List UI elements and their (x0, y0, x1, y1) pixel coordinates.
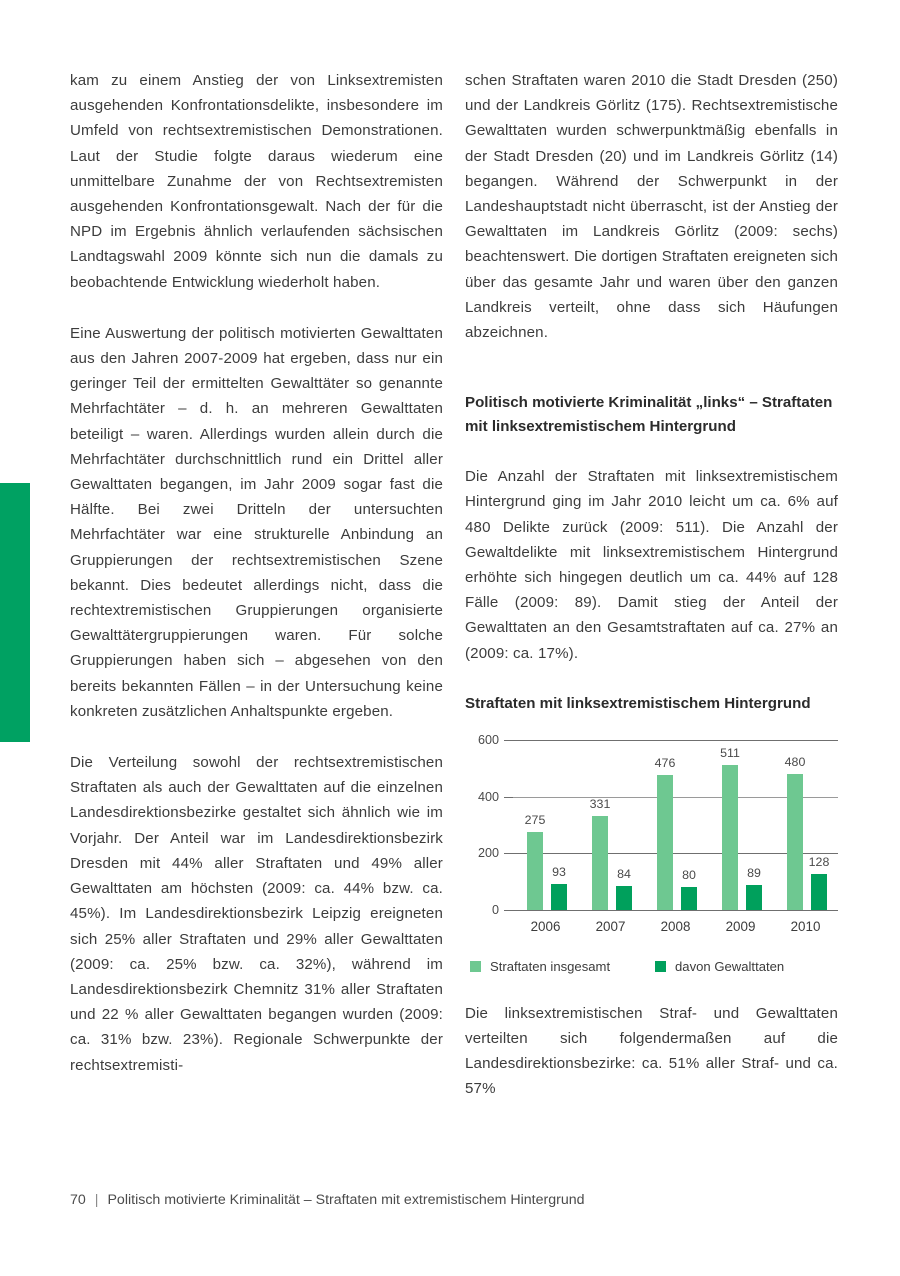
chart-title: Straftaten mit linksextremistischem Hintergrund (465, 694, 811, 712)
chart-bar-value: 80 (682, 868, 696, 883)
chart-bar (784, 754, 806, 910)
paragraph: Die Anzahl der Straftaten mit linksextremistischem Hintergrund ging im Jahr 2010 leicht um ca. 6% auf 480 Delikte zurück (2009: 511). Die Anzahl der Gewaltdelikte mit linksextremistischem Hintergrund erhöhte sich hingegen deutlich um ca. 44% auf 128 Fälle (2009: 89). Damit stieg der Anteil der Gewalttaten an den Gesamtstraftaten auf ca. 27% an (2009: ca. 17%). (465, 468, 838, 662)
chart-bar (589, 797, 611, 910)
chart-y-axis-label: 600 (477, 732, 499, 747)
paragraph: Eine Auswertung der politisch motivierten Gewalttaten aus den Jahren 2007-2009 hat ergeben, dass nur ein geringer Teil der ermittelten Gewalttäter so genannte Mehrfachtäter – d. h. an mehreren Gewalttaten beteiligt – waren. Allerdings wurden allein durch die Mehrfachtäter durchschnittlich rund ein Drittel aller Gewalttaten begangen, im Jahr 2009 sogar fast die Hälfte. Bei zwei Dritteln der untersuchten Mehrfachtäter war eine strukturelle Anbindung an Gruppierungen der rechtsextremistischen Szene bekannt. Dies bedeutet allerdings nicht, dass die rechtextremistischen Gruppierungen organisierte Gewalttätergruppierungen waren. Für solche Gruppierungen haben sich – abgesehen von den bereits bekannten Fällen – in der Untersuchung keine konkreten zusätzlichen Anhaltspunkte ergeben. (70, 324, 443, 720)
left-text-column (70, 68, 443, 1078)
chart-bar (616, 867, 632, 910)
chapter-edge-marker (0, 483, 30, 742)
right-text-column (465, 68, 838, 1102)
chart-bar (808, 854, 830, 910)
chart-bar-value: 84 (617, 867, 631, 882)
footer-page-number: 70 (70, 1192, 86, 1208)
legend-swatch-icon (655, 961, 666, 972)
footer-separator: | (94, 1192, 99, 1208)
chart-bar-group (513, 740, 578, 934)
chart-bar (720, 746, 740, 910)
chart-x-axis-label: 2007 (595, 918, 626, 934)
chart-bar (551, 864, 567, 910)
chart-axes (477, 732, 838, 934)
chart-y-tick (504, 853, 513, 854)
legend-swatch-icon (470, 961, 481, 972)
chart-legend (465, 959, 838, 979)
paragraph: Die Verteilung sowohl der rechtsextremistischen Straftaten als auch der Gewalttaten auf die einzelnen Landesdirektionsbezirke gestaltet sich ähnlich wie im Vorjahr. Der Anteil war im Landesdirektionsbezirk Dresden mit 44% aller Straftaten und 49% aller Gewalttaten am höchsten (2009: ca. 44% bzw. ca. 45%). Im Landesdirektionsbezirk Leipzig ereigneten sich 25% aller Straftaten und 29% aller Gewalttaten (2009: ca. 25% bzw. ca. 32%), während im Landesdirektionsbezirk Chemnitz 31% aller Straftaten und 22 % aller Gewalttaten begangen wurden (2009: ca. 31% bzw. 23%). Regionale Schwerpunkte der rechtsextremisti- (70, 754, 443, 1074)
chart-x-axis-label: 2008 (660, 918, 691, 934)
chart-x-axis-label: 2006 (530, 918, 561, 934)
legend-item-violent (655, 959, 784, 974)
legend-label: davon Gewalttaten (675, 958, 785, 974)
chart-bar-group (773, 740, 838, 934)
chart-bar-value: 511 (720, 746, 740, 761)
chart-y-tick (504, 797, 513, 798)
chart-bar-value: 480 (784, 754, 806, 769)
legend-item-total (470, 959, 610, 974)
chart-bar (746, 865, 762, 910)
chart-bar-value: 331 (589, 797, 611, 812)
legend-label: Straftaten insgesamt (490, 958, 611, 974)
chart-bar-value: 128 (808, 854, 830, 869)
paragraph: schen Straftaten waren 2010 die Stadt Dresden (250) und der Landkreis Görlitz (175). Rechtsextremistische Gewalttaten wurden schwerpunktmäßig ebenfalls in der Stadt Dresden (20) und im Landkreis Görlitz (14) begangen. Während der Schwerpunkt in der Landeshauptstadt nicht überrascht, ist der Anstieg der Gewalttaten im Landkreis Görlitz (2009: sechs) beachtenswert. Die dortigen Straftaten ereigneten sich über das gesamte Jahr und waren über den ganzen Landkreis verteilt, ohne dass sich Häufungen abzeichnen. (465, 72, 838, 342)
chart-gridline (513, 910, 838, 911)
chart-y-axis-label: 400 (477, 789, 499, 804)
chart-y-axis-label: 0 (491, 902, 499, 917)
section-heading: Politisch motivierte Kriminalität „links“ – Straftaten mit linksextremistischem Hintergrund (465, 394, 833, 436)
chart-bar-group (708, 740, 773, 934)
chart-bar-value: 89 (747, 865, 761, 880)
chart-y-tick (504, 910, 513, 911)
footer-title: Politisch motivierte Kriminalität – Straftaten mit extremistischem Hintergrund (107, 1192, 585, 1208)
chart-y-axis-label: 200 (477, 846, 499, 861)
chart-bar (524, 812, 546, 910)
chart-bar-value: 275 (524, 812, 546, 827)
chart-bar-value: 476 (654, 756, 676, 770)
chart-bar-group (643, 740, 708, 934)
chart-y-tick (504, 740, 513, 741)
chart-x-axis-label: 2009 (725, 918, 756, 934)
chart-plot-area (465, 730, 838, 942)
paragraph: Die linksextremistischen Straf- und Gewalttaten verteilten sich folgendermaßen auf die Landesdirektionsbezirke: ca. 51% aller Straf- und ca. 57% (465, 1004, 838, 1098)
chart-bar (681, 868, 697, 910)
chart-bar (654, 756, 676, 910)
chart-bar-group (578, 740, 643, 934)
bar-chart (465, 730, 838, 979)
chart-bar-value: 93 (552, 864, 566, 879)
page-footer (70, 1192, 585, 1208)
chart-x-axis-label: 2010 (790, 918, 821, 934)
section-spacer (465, 371, 838, 391)
paragraph: kam zu einem Anstieg der von Linksextremisten ausgehenden Konfrontationsdelikte, insbesondere im Umfeld von rechtsextremistischen Demonstrationen. Laut der Studie folgte daraus wiederum eine unmittelbare Zunahme der von Rechtsextremisten ausgehenden Konfrontationsgewalt. Nach der für die NPD im Ergebnis ähnlich verlaufenden sächsischen Landtagswahl 2009 könnte sich nun die damals zu beobachtende Entwicklung wiederholt haben. (70, 72, 443, 291)
